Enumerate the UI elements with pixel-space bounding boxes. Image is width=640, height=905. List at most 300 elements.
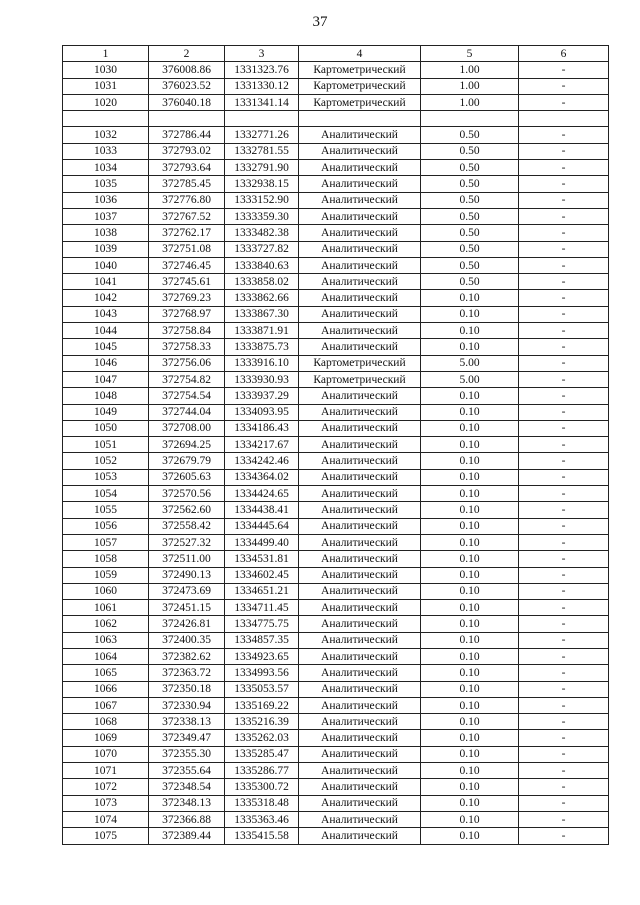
- table-cell-col4: Аналитический: [299, 600, 421, 616]
- column-header: 5: [421, 46, 519, 62]
- table-cell-col2: 372338.13: [149, 714, 225, 730]
- table-cell-col5: 0.10: [421, 420, 519, 436]
- table-row: [63, 225, 609, 241]
- table-cell-col2: 372793.02: [149, 143, 225, 159]
- table-cell-col5: 1.00: [421, 94, 519, 110]
- table-row: [63, 632, 609, 648]
- table-cell-col1: 1057: [63, 534, 149, 550]
- table-cell-col3: 1335318.48: [225, 795, 299, 811]
- table-cell-col5: 0.50: [421, 257, 519, 273]
- table-cell-col5: 0.10: [421, 290, 519, 306]
- table-cell-col2: 372400.35: [149, 632, 225, 648]
- table-cell-col4: Аналитический: [299, 697, 421, 713]
- table-cell-col2: 372786.44: [149, 127, 225, 143]
- table-cell-col2: 372756.06: [149, 355, 225, 371]
- table-cell-col6: -: [519, 339, 609, 355]
- table-row: [63, 811, 609, 827]
- table-cell-col6: -: [519, 828, 609, 844]
- table-cell-col1: 1068: [63, 714, 149, 730]
- table-cell-col6: -: [519, 388, 609, 404]
- table-cell-col3: 1332791.90: [225, 160, 299, 176]
- table-cell-col3: 1335216.39: [225, 714, 299, 730]
- table-cell-col1: 1048: [63, 388, 149, 404]
- table-cell-col2: 376008.86: [149, 62, 225, 78]
- table-cell-col2: 372768.97: [149, 306, 225, 322]
- column-header: 2: [149, 46, 225, 62]
- table-cell-col2: 372708.00: [149, 420, 225, 436]
- table-row: [63, 323, 609, 339]
- table-row: [63, 94, 609, 110]
- table-cell-col3: 1334857.35: [225, 632, 299, 648]
- table-row: [63, 469, 609, 485]
- table-cell-col3: 1333930.93: [225, 371, 299, 387]
- table-cell-col3: [225, 111, 299, 127]
- table-cell-col5: 0.50: [421, 274, 519, 290]
- table-cell-col4: Аналитический: [299, 453, 421, 469]
- table-cell-col1: 1067: [63, 697, 149, 713]
- table-cell-col5: 0.10: [421, 567, 519, 583]
- table-row: [63, 567, 609, 583]
- table-cell-col3: 1333152.90: [225, 192, 299, 208]
- table-cell-col4: Аналитический: [299, 665, 421, 681]
- table-cell-col5: 0.50: [421, 127, 519, 143]
- table-cell-col3: 1334993.56: [225, 665, 299, 681]
- table-cell-col3: 1333858.02: [225, 274, 299, 290]
- table-cell-col2: 372382.62: [149, 648, 225, 664]
- table-cell-col5: 0.10: [421, 437, 519, 453]
- table-body: [63, 62, 609, 844]
- table-cell-col3: 1332781.55: [225, 143, 299, 159]
- table-cell-col5: 0.50: [421, 160, 519, 176]
- table-cell-col6: -: [519, 192, 609, 208]
- table-cell-col5: 0.50: [421, 208, 519, 224]
- table-cell-col2: 372694.25: [149, 437, 225, 453]
- table-row: [63, 779, 609, 795]
- table-cell-col1: 1036: [63, 192, 149, 208]
- table-row: [63, 730, 609, 746]
- table-cell-col5: 0.10: [421, 828, 519, 844]
- table-cell-col3: 1334242.46: [225, 453, 299, 469]
- table-cell-col5: [421, 111, 519, 127]
- table-cell-col4: Аналитический: [299, 583, 421, 599]
- table-cell-col2: 372793.64: [149, 160, 225, 176]
- table-row: [63, 143, 609, 159]
- table-cell-col3: 1333867.30: [225, 306, 299, 322]
- table-cell-col4: Аналитический: [299, 437, 421, 453]
- table-row: [63, 453, 609, 469]
- table-row: [63, 502, 609, 518]
- table-cell-col5: 0.10: [421, 714, 519, 730]
- table-cell-col1: 1030: [63, 62, 149, 78]
- table-cell-col5: 0.10: [421, 795, 519, 811]
- table-cell-col6: -: [519, 681, 609, 697]
- table-cell-col3: 1334424.65: [225, 486, 299, 502]
- table-cell-col5: 0.10: [421, 763, 519, 779]
- table-cell-col2: 372762.17: [149, 225, 225, 241]
- table-cell-col1: 1056: [63, 518, 149, 534]
- table-cell-col4: Аналитический: [299, 746, 421, 762]
- table-row: [63, 208, 609, 224]
- table-cell-col4: Аналитический: [299, 811, 421, 827]
- table-cell-col1: 1032: [63, 127, 149, 143]
- table-cell-col5: 5.00: [421, 355, 519, 371]
- table-cell-col3: 1333359.30: [225, 208, 299, 224]
- table-row: [63, 404, 609, 420]
- table-cell-col1: 1063: [63, 632, 149, 648]
- table-row: [63, 600, 609, 616]
- table-cell-col3: 1334531.81: [225, 551, 299, 567]
- table-cell-col2: 372348.54: [149, 779, 225, 795]
- table-cell-col5: 1.00: [421, 62, 519, 78]
- table-cell-col2: 372562.60: [149, 502, 225, 518]
- table-cell-col3: 1335415.58: [225, 828, 299, 844]
- table-cell-col2: 372754.54: [149, 388, 225, 404]
- table-cell-col5: 0.10: [421, 486, 519, 502]
- column-header: 3: [225, 46, 299, 62]
- table-cell-col1: 1047: [63, 371, 149, 387]
- table-cell-col6: -: [519, 290, 609, 306]
- table-cell-col1: 1058: [63, 551, 149, 567]
- column-header: 6: [519, 46, 609, 62]
- table-cell-col6: -: [519, 143, 609, 159]
- table-cell-col5: 0.10: [421, 779, 519, 795]
- table-cell-col4: Аналитический: [299, 127, 421, 143]
- table-cell-col1: 1064: [63, 648, 149, 664]
- table-cell-col4: Аналитический: [299, 714, 421, 730]
- table-cell-col4: Аналитический: [299, 323, 421, 339]
- table-cell-col2: 376023.52: [149, 78, 225, 94]
- table-cell-col5: 1.00: [421, 78, 519, 94]
- table-row: [63, 257, 609, 273]
- table-cell-col1: 1038: [63, 225, 149, 241]
- table-cell-col1: 1052: [63, 453, 149, 469]
- table-cell-col4: Аналитический: [299, 420, 421, 436]
- table-cell-col2: 372758.84: [149, 323, 225, 339]
- table-cell-col3: 1334499.40: [225, 534, 299, 550]
- table-cell-col1: 1046: [63, 355, 149, 371]
- table-cell-col4: Аналитический: [299, 208, 421, 224]
- table-cell-col1: 1061: [63, 600, 149, 616]
- table-cell-col4: [299, 111, 421, 127]
- table-cell-col2: 372758.33: [149, 339, 225, 355]
- table-cell-col5: 0.10: [421, 616, 519, 632]
- table-cell-col6: -: [519, 257, 609, 273]
- table-cell-col3: 1332938.15: [225, 176, 299, 192]
- table-row: [63, 388, 609, 404]
- table-cell-col6: -: [519, 567, 609, 583]
- table-cell-col1: 1060: [63, 583, 149, 599]
- table-cell-col6: -: [519, 714, 609, 730]
- page-number: 37: [312, 14, 328, 30]
- table-row: [63, 665, 609, 681]
- table-cell-col2: 372558.42: [149, 518, 225, 534]
- table-cell-col2: 372350.18: [149, 681, 225, 697]
- table-cell-col3: 1332771.26: [225, 127, 299, 143]
- table-cell-col5: 0.10: [421, 681, 519, 697]
- table-cell-col3: 1334438.41: [225, 502, 299, 518]
- table-cell-col4: Аналитический: [299, 388, 421, 404]
- table-cell-col2: 372754.82: [149, 371, 225, 387]
- table-cell-col1: 1042: [63, 290, 149, 306]
- table-cell-col3: 1333937.29: [225, 388, 299, 404]
- table-cell-col6: -: [519, 665, 609, 681]
- table-cell-col1: 1040: [63, 257, 149, 273]
- table-cell-col5: 0.10: [421, 339, 519, 355]
- table-cell-col5: 0.50: [421, 176, 519, 192]
- table-cell-col3: 1333875.73: [225, 339, 299, 355]
- table-cell-col4: Аналитический: [299, 241, 421, 257]
- table-row: [63, 551, 609, 567]
- table-row: [63, 420, 609, 436]
- table-cell-col2: 372751.08: [149, 241, 225, 257]
- table-cell-col3: 1335286.77: [225, 763, 299, 779]
- table-cell-col4: Аналитический: [299, 534, 421, 550]
- table-row: [63, 127, 609, 143]
- table-cell-col5: 0.10: [421, 600, 519, 616]
- coordinates-table: [62, 45, 609, 845]
- table-cell-col5: 0.10: [421, 502, 519, 518]
- table-cell-col4: Аналитический: [299, 616, 421, 632]
- table-cell-col2: 372355.64: [149, 763, 225, 779]
- table-cell-col4: Аналитический: [299, 306, 421, 322]
- table-cell-col6: -: [519, 323, 609, 339]
- table-cell-col6: -: [519, 730, 609, 746]
- table-cell-col3: 1333862.66: [225, 290, 299, 306]
- table-cell-col3: 1333727.82: [225, 241, 299, 257]
- table-row: [63, 437, 609, 453]
- table-cell-col2: 372745.61: [149, 274, 225, 290]
- table-cell-col5: 0.50: [421, 192, 519, 208]
- table-cell-col3: 1333916.10: [225, 355, 299, 371]
- column-header: 1: [63, 46, 149, 62]
- table-cell-col5: 0.10: [421, 323, 519, 339]
- table-cell-col3: 1335285.47: [225, 746, 299, 762]
- table-cell-col6: [519, 111, 609, 127]
- table-cell-col6: -: [519, 518, 609, 534]
- table-cell-col4: Аналитический: [299, 339, 421, 355]
- table-row: [63, 795, 609, 811]
- table-row: [63, 616, 609, 632]
- table-cell-col5: 0.10: [421, 730, 519, 746]
- table-cell-col2: 376040.18: [149, 94, 225, 110]
- table-cell-col2: 372349.47: [149, 730, 225, 746]
- table-cell-col3: 1334217.67: [225, 437, 299, 453]
- table-cell-col3: 1335053.57: [225, 681, 299, 697]
- table-cell-col3: 1334923.65: [225, 648, 299, 664]
- table-row: [63, 306, 609, 322]
- table-cell-col2: 372511.00: [149, 551, 225, 567]
- table-header-row: [63, 46, 609, 62]
- table-cell-col6: -: [519, 616, 609, 632]
- table-cell-col6: -: [519, 94, 609, 110]
- table-cell-col6: -: [519, 486, 609, 502]
- table-cell-col6: -: [519, 225, 609, 241]
- table-cell-col4: Аналитический: [299, 274, 421, 290]
- table-cell-col2: 372744.04: [149, 404, 225, 420]
- table-cell-col3: 1334775.75: [225, 616, 299, 632]
- table-cell-col3: 1333871.91: [225, 323, 299, 339]
- table-cell-col1: 1053: [63, 469, 149, 485]
- table-cell-col4: Аналитический: [299, 567, 421, 583]
- table-cell-col6: -: [519, 697, 609, 713]
- table-cell-col2: 372426.81: [149, 616, 225, 632]
- table-cell-col1: 1033: [63, 143, 149, 159]
- table-cell-col5: 0.10: [421, 583, 519, 599]
- table-cell-col2: [149, 111, 225, 127]
- table-cell-col2: 372330.94: [149, 697, 225, 713]
- table-cell-col4: Аналитический: [299, 290, 421, 306]
- table-cell-col2: 372605.63: [149, 469, 225, 485]
- table-cell-col6: -: [519, 502, 609, 518]
- table-cell-col4: Аналитический: [299, 176, 421, 192]
- table-cell-col1: 1020: [63, 94, 149, 110]
- table-cell-col6: -: [519, 811, 609, 827]
- table-cell-col1: 1065: [63, 665, 149, 681]
- table-cell-col3: 1335262.03: [225, 730, 299, 746]
- table-cell-col6: -: [519, 274, 609, 290]
- table-cell-col6: -: [519, 160, 609, 176]
- table-row: [63, 160, 609, 176]
- table-cell-col1: 1035: [63, 176, 149, 192]
- table-cell-col6: -: [519, 371, 609, 387]
- table-cell-col5: 0.10: [421, 632, 519, 648]
- table-cell-col4: Картометрический: [299, 355, 421, 371]
- table-row: [63, 648, 609, 664]
- table-cell-col6: -: [519, 62, 609, 78]
- table-cell-col6: -: [519, 355, 609, 371]
- table-cell-col3: 1333482.38: [225, 225, 299, 241]
- table-cell-col1: 1049: [63, 404, 149, 420]
- table-cell-col4: Аналитический: [299, 730, 421, 746]
- table-cell-col5: 0.10: [421, 648, 519, 664]
- table-row: [63, 355, 609, 371]
- table-cell-col4: Аналитический: [299, 257, 421, 273]
- table-cell-col1: 1070: [63, 746, 149, 762]
- table-cell-col2: 372348.13: [149, 795, 225, 811]
- table-row: [63, 371, 609, 387]
- table-cell-col5: 0.50: [421, 143, 519, 159]
- table-cell-col3: 1335300.72: [225, 779, 299, 795]
- table-cell-col4: Аналитический: [299, 486, 421, 502]
- table-cell-col6: -: [519, 437, 609, 453]
- table-cell-col3: 1331323.76: [225, 62, 299, 78]
- table-cell-col5: 0.10: [421, 746, 519, 762]
- table-row: [63, 274, 609, 290]
- table-cell-col2: 372527.32: [149, 534, 225, 550]
- table-cell-col6: -: [519, 420, 609, 436]
- table-row: [63, 486, 609, 502]
- table-cell-col4: Аналитический: [299, 502, 421, 518]
- table-cell-col5: 5.00: [421, 371, 519, 387]
- table-cell-col5: 0.10: [421, 404, 519, 420]
- table-cell-col1: 1044: [63, 323, 149, 339]
- table-row: [63, 192, 609, 208]
- table-cell-col6: -: [519, 404, 609, 420]
- table-cell-col1: 1031: [63, 78, 149, 94]
- table-cell-col2: 372363.72: [149, 665, 225, 681]
- table-cell-col6: -: [519, 176, 609, 192]
- table-cell-col4: Картометрический: [299, 78, 421, 94]
- table-cell-col2: 372776.80: [149, 192, 225, 208]
- table-cell-col3: 1334445.64: [225, 518, 299, 534]
- table-cell-col1: 1050: [63, 420, 149, 436]
- table-cell-col6: -: [519, 746, 609, 762]
- table-cell-col1: 1071: [63, 763, 149, 779]
- table-cell-col6: -: [519, 78, 609, 94]
- table-cell-col6: -: [519, 648, 609, 664]
- table-cell-col2: 372785.45: [149, 176, 225, 192]
- table-cell-col1: 1066: [63, 681, 149, 697]
- table-cell-col5: 0.10: [421, 534, 519, 550]
- table-cell-col4: Аналитический: [299, 225, 421, 241]
- table-cell-col5: 0.10: [421, 811, 519, 827]
- table-cell-col6: -: [519, 551, 609, 567]
- table-row: [63, 828, 609, 844]
- table-row: [63, 583, 609, 599]
- table-cell-col1: 1073: [63, 795, 149, 811]
- table-cell-col6: -: [519, 241, 609, 257]
- table-cell-col4: Аналитический: [299, 632, 421, 648]
- table-cell-col2: 372767.52: [149, 208, 225, 224]
- table-cell-col4: Картометрический: [299, 371, 421, 387]
- table-row: [63, 681, 609, 697]
- table-cell-col4: Аналитический: [299, 551, 421, 567]
- table-cell-col2: 372366.88: [149, 811, 225, 827]
- table-cell-col6: -: [519, 600, 609, 616]
- table-cell-col5: 0.10: [421, 388, 519, 404]
- table-cell-col3: 1334711.45: [225, 600, 299, 616]
- table-cell-col6: -: [519, 306, 609, 322]
- table-cell-col4: Аналитический: [299, 404, 421, 420]
- table-cell-col3: 1334602.45: [225, 567, 299, 583]
- table-cell-col1: 1041: [63, 274, 149, 290]
- table-cell-col4: Аналитический: [299, 648, 421, 664]
- table-cell-col4: Аналитический: [299, 763, 421, 779]
- table-row: [63, 176, 609, 192]
- table-cell-col3: 1334364.02: [225, 469, 299, 485]
- table-cell-col4: Аналитический: [299, 192, 421, 208]
- table-cell-col4: Аналитический: [299, 143, 421, 159]
- table-cell-col3: 1334186.43: [225, 420, 299, 436]
- table-cell-col5: 0.10: [421, 518, 519, 534]
- table-row: [63, 62, 609, 78]
- table-cell-col6: -: [519, 795, 609, 811]
- table-cell-col6: -: [519, 763, 609, 779]
- table-row: [63, 746, 609, 762]
- table-cell-col6: -: [519, 127, 609, 143]
- table-cell-col3: 1335363.46: [225, 811, 299, 827]
- table-cell-col6: -: [519, 208, 609, 224]
- table-cell-col2: 372679.79: [149, 453, 225, 469]
- table-cell-col1: 1055: [63, 502, 149, 518]
- table-cell-col4: Аналитический: [299, 828, 421, 844]
- table-row: [63, 290, 609, 306]
- table-cell-col1: [63, 111, 149, 127]
- table-cell-col2: 372746.45: [149, 257, 225, 273]
- table-cell-col6: -: [519, 453, 609, 469]
- table-cell-col3: 1334093.95: [225, 404, 299, 420]
- table-cell-col1: 1074: [63, 811, 149, 827]
- table-cell-col5: 0.10: [421, 665, 519, 681]
- table-cell-col5: 0.50: [421, 241, 519, 257]
- table-cell-col5: 0.10: [421, 306, 519, 322]
- table-cell-col1: 1045: [63, 339, 149, 355]
- table-cell-col3: 1331330.12: [225, 78, 299, 94]
- table-row: [63, 534, 609, 550]
- table-cell-col1: 1069: [63, 730, 149, 746]
- table-cell-col6: -: [519, 632, 609, 648]
- table-row: [63, 697, 609, 713]
